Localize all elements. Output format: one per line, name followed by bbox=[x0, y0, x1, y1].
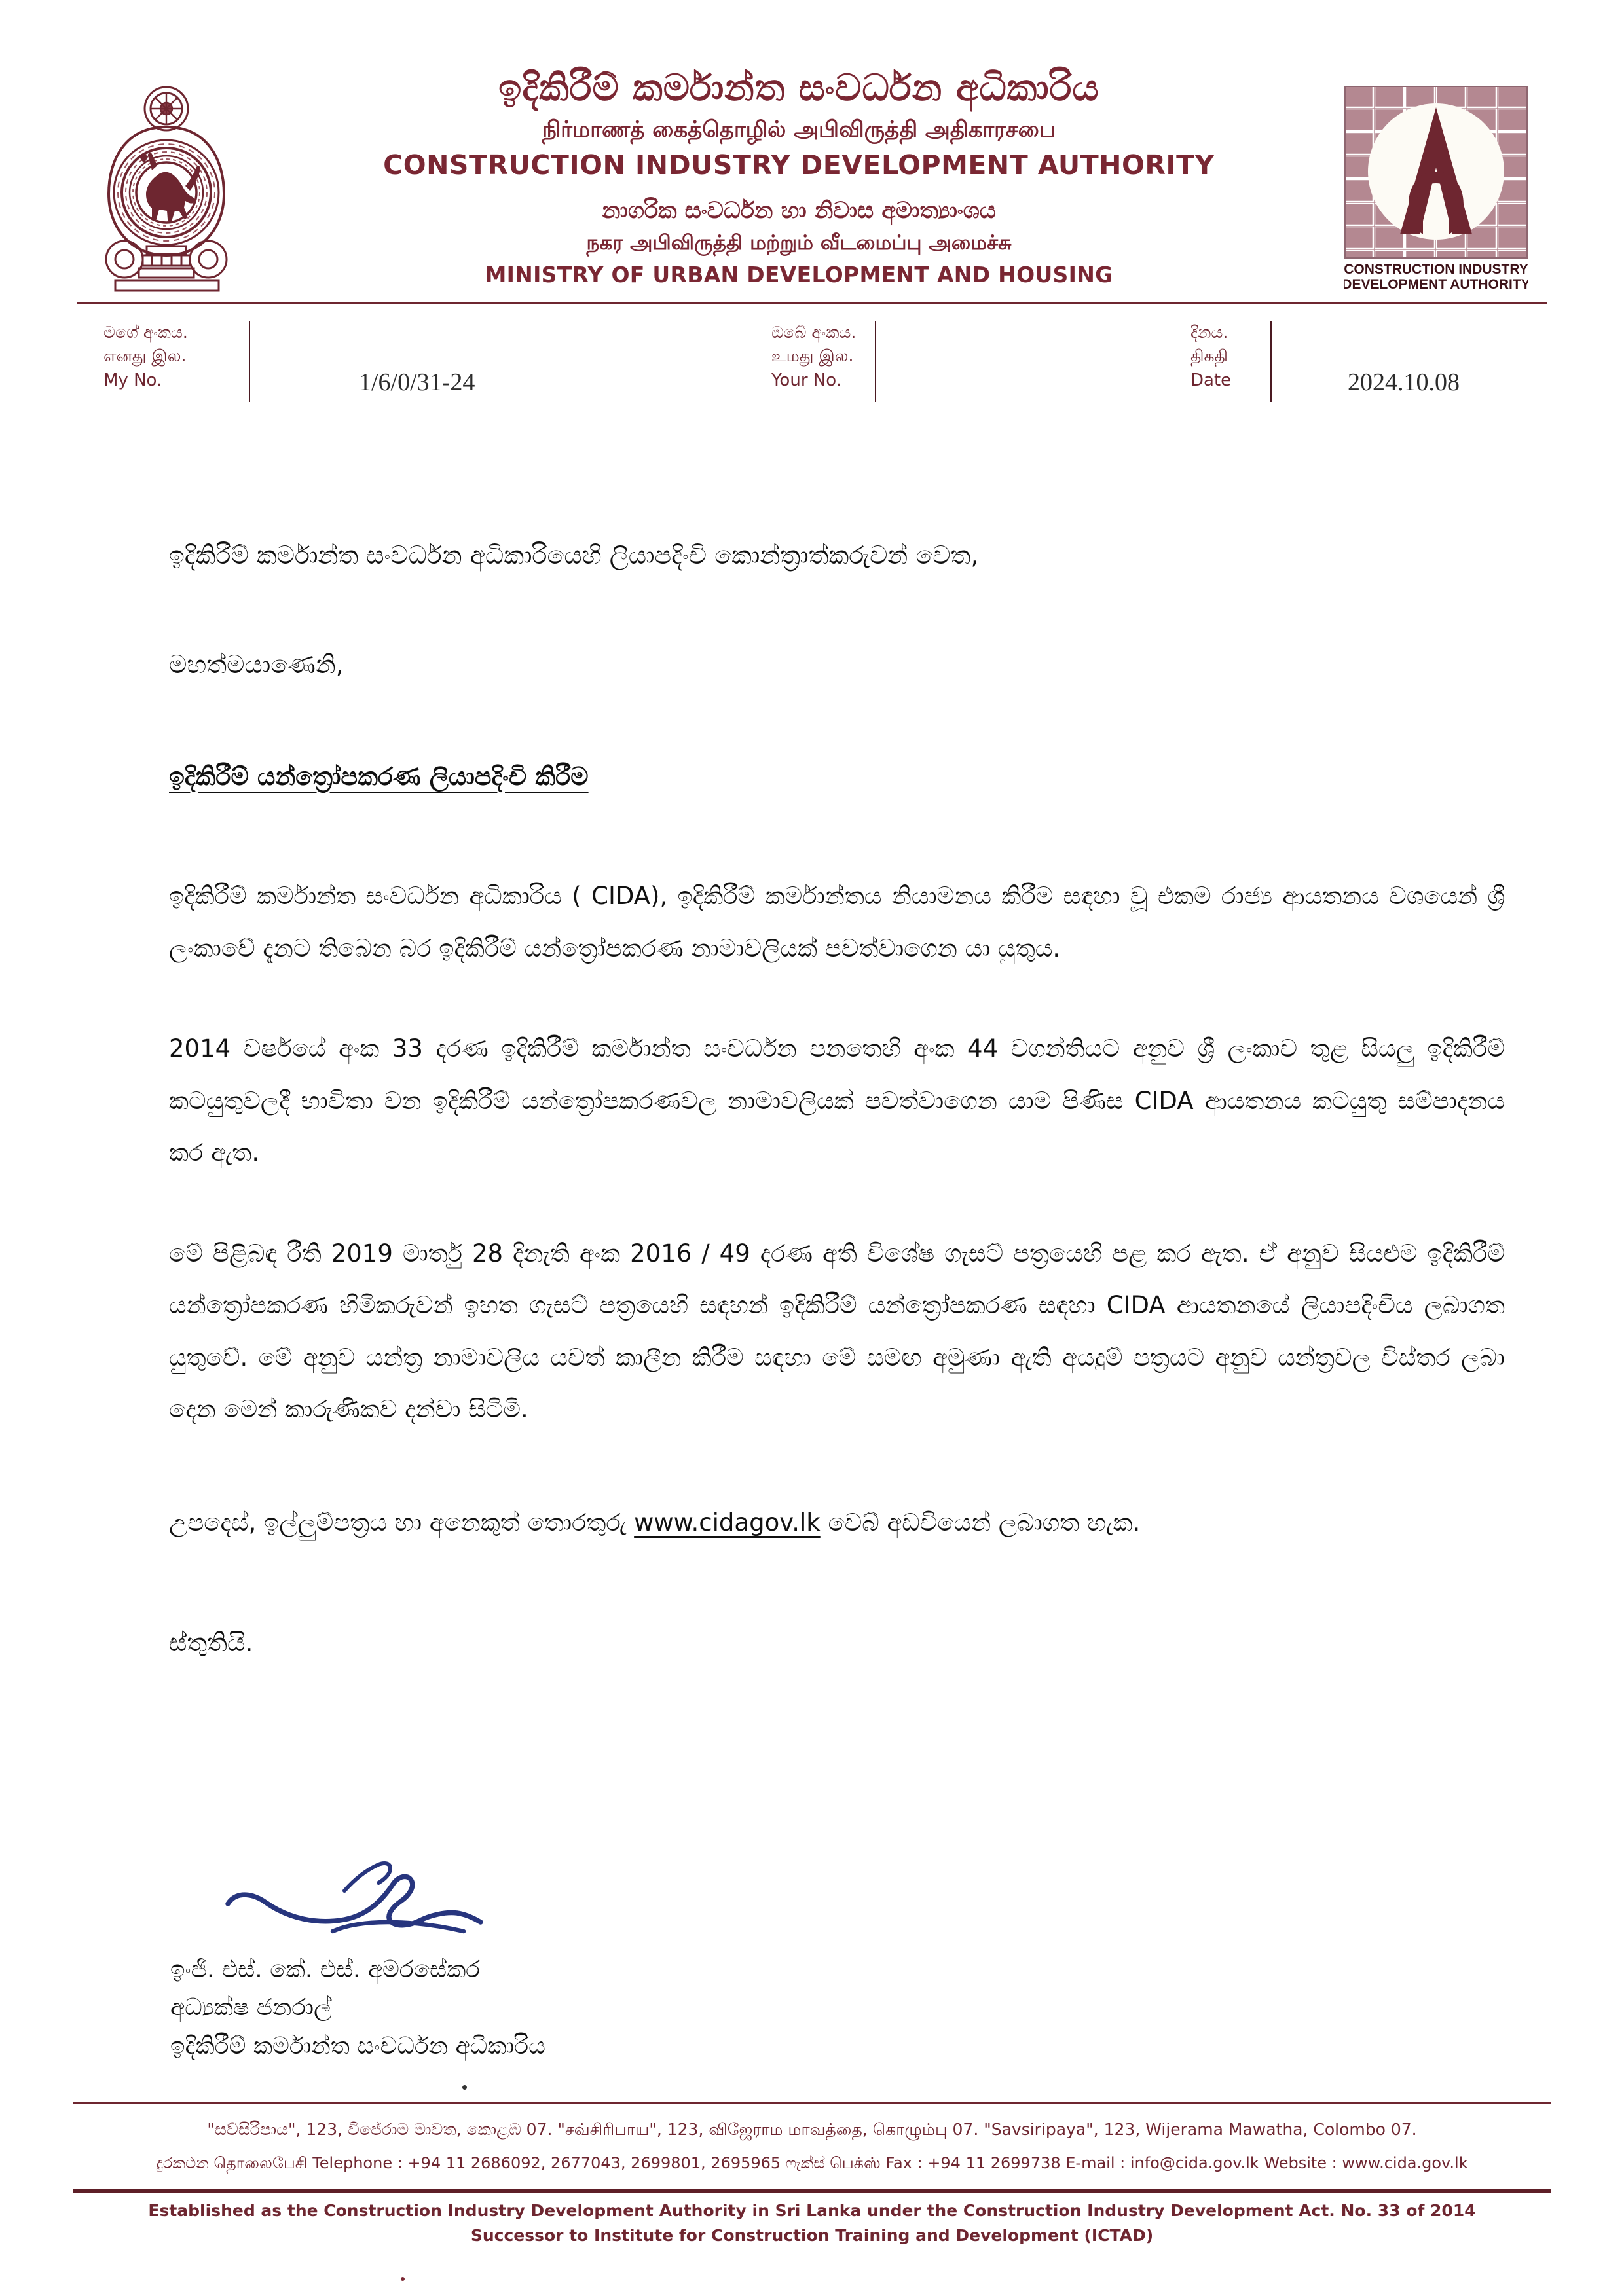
date-label-english: Date bbox=[1190, 370, 1232, 390]
date-divider bbox=[1270, 321, 1272, 402]
signatory-details bbox=[170, 1951, 545, 2066]
body-paragraph-3: මේ පිළිබඳ රීති 2019 මාර්තු 28 දිනැති අංක 2016 / 49 දරණ අති විශේෂ ගැසට් පත්‍රයෙහි පළ කර ඇත. ඒ අනුව සියළුම ඉදිකිරීම් යන්ත්‍රෝපකරණ හිමිකරුවන් ඉහත ගැසට් පත්‍රයෙහි සඳහන් ඉදිකිරීම් යන්ත්‍රෝපකරණ සඳහා CIDA ආයතනයේ ලියාපදිංචිය ලබාගත යුතුවේ. මේ අනුව යන්ත්‍ර නාමාවලිය යවත් කාලීන කිරීම සඳහා මේ සමඟ අමුණා ඇති අයදුම් පත්‍රයට අනුව යන්ත්‍රවල විස්තර ලබා දෙන මෙන් කාරුණිකව දන්වා සිටිමි. bbox=[169, 1239, 1505, 1424]
cida-logo-icon bbox=[1344, 85, 1528, 293]
handwritten-signature bbox=[221, 1827, 627, 1951]
date-label-tamil: திகதி bbox=[1190, 346, 1228, 366]
reference-row bbox=[77, 321, 1547, 419]
body-paragraph-2: 2014 වර්ෂයේ අංක 33 දරණ ඉදිකිරීම් කර්මාන්ත සංවර්ධන පනතෙහි අංක 44 වගන්තියට අනුව ශ්‍රී ලංකාව තුළ සියලු ඉදිකිරීම් කටයුතුවලදී භාවිතා වන ඉදිකිරීම් යන්ත්‍රෝපකරණවල නාමාවලියක් පවත්වාගෙන යාම පිණිස CIDA ආයතනය කටයුතු සම්පාදනය කර ඇත. bbox=[169, 1034, 1505, 1167]
addressee-line: ඉදිකිරීම් කර්මාන්ත සංවර්ධන අධිකාරියෙහි ලියාපදිංචි කොන්ත්‍රාත්කරුවන් වෙත, bbox=[169, 541, 979, 570]
body-paragraph-1: ඉදිකිරීම් කර්මාන්ත සංවර්ධන අධිකාරිය ( CIDA), ඉදිකිරීම් කර්මාන්තය නියාමනය කිරීම සඳහා වූ එකම රාජ්‍ය ආයතනය වශයෙන් ශ්‍රී ලංකාවේ දැනට තිබෙන බර ඉදිකිරීම් යන්ත්‍රෝපකරණ නාමාවලියක් පවත්වාගෙන යා යුතුය. bbox=[169, 882, 1505, 962]
ministry-name-english: MINISTRY OF URBAN DEVELOPMENT AND HOUSING bbox=[485, 261, 1113, 287]
your-no-label-english: Your No. bbox=[771, 370, 841, 390]
footer-stray-mark bbox=[401, 2277, 405, 2281]
letterhead bbox=[0, 0, 1624, 308]
signatory-designation: අධ්‍යක්ෂ ජනරාල් bbox=[170, 1994, 332, 2022]
org-name-english: CONSTRUCTION INDUSTRY DEVELOPMENT AUTHORITY bbox=[383, 149, 1215, 181]
org-name-tamil: நிர்மாணத் கைத்தொழில் அபிவிருத்தி அதிகாரசபை bbox=[542, 117, 1056, 143]
footer-established-note: Established as the Construction Industry Development Authority in Sri Lanka under the Construction Industry Development Act. No. 33 of 2014 bbox=[148, 2201, 1476, 2220]
stray-mark bbox=[462, 2085, 467, 2090]
my-no-label-group bbox=[103, 321, 188, 393]
website-reference-line bbox=[169, 1499, 1505, 1547]
your-no-label-tamil: உமது இல. bbox=[771, 346, 854, 366]
closing-thanks: ස්තුතියි. bbox=[169, 1628, 253, 1657]
footer-successor-note: Successor to Institute for Construction Training and Development (ICTAD) bbox=[470, 2226, 1154, 2245]
footer-divider-top bbox=[73, 2102, 1551, 2104]
cida-logo-caption-line2: DEVELOPMENT AUTHORITY bbox=[1344, 277, 1528, 292]
footer-contact: දුරකථන தொலைபேசி Telephone : +94 11 2686092, 2677043, 2699801, 2695965 ෆැක්ස් பெக்ஸ் Fax : +94 11 2699738 E-mail : info@cida.gov.lk Website : www.cida.gov.lk bbox=[156, 2154, 1468, 2172]
letterhead-titles bbox=[262, 65, 1336, 287]
cida-website-link[interactable]: www.cidagov.lk bbox=[634, 1508, 821, 1537]
header-divider bbox=[77, 302, 1547, 304]
website-line-suffix: වෙබ් අඩවියෙන් ලබාගත හැක. bbox=[820, 1508, 1141, 1537]
signatory-name: ඉංජි. එස්. කේ. එස්. අමරසේකර bbox=[170, 1956, 481, 1983]
signatory-organization: ඉදිකිරීම් කර්මාන්ත සංවර්ධන අධිකාරිය bbox=[170, 2032, 545, 2060]
my-no-value: 1/6/0/31-24 bbox=[359, 369, 475, 396]
ministry-name-sinhala: නාගරික සංවර්ධන හා නිවාස අමාත්‍යාංශය bbox=[602, 197, 996, 224]
footer-address: "සව්සිරිපාය", 123, විජේරාම මාවත, කොළඹ 07. "சவ்சிரிபாய", 123, விஜேராம மாவத்தை, கொழும்பு 07. "Savsiripaya", 123, Wijerama Mawatha, Colombo 07. bbox=[207, 2120, 1417, 2139]
your-no-label-group bbox=[771, 321, 856, 393]
footer-divider-bottom bbox=[73, 2189, 1551, 2193]
my-no-label-english: My No. bbox=[103, 370, 162, 390]
date-label-sinhala: දිනය. bbox=[1190, 323, 1228, 342]
my-no-label-tamil: எனது இல. bbox=[103, 346, 187, 366]
my-no-divider bbox=[249, 321, 250, 402]
org-name-sinhala: ඉදිකිරීම් කර්මාන්ත සංවර්ධන අධිකාරිය bbox=[498, 67, 1099, 109]
letter-body bbox=[169, 537, 1505, 1662]
ministry-name-tamil: நகர அபிவிருத்தி மற்றும் வீடமைப்பு அமைச்சு bbox=[586, 231, 1012, 255]
sri-lanka-emblem-icon bbox=[100, 84, 234, 293]
salutation-line: මහත්මයාණෙනි, bbox=[169, 650, 344, 679]
your-no-divider bbox=[875, 321, 876, 402]
date-value: 2024.10.08 bbox=[1348, 369, 1460, 396]
website-line-prefix: උපදෙස්, ඉල්ලුම්පත්‍රය හා අනෙකුත් තොරතුරු bbox=[169, 1508, 635, 1537]
signature-block bbox=[169, 1813, 1086, 2088]
my-no-label-sinhala: මගේ අංකය. bbox=[103, 323, 188, 342]
date-label-group bbox=[1190, 321, 1231, 393]
subject-heading: ඉදිකිරීම් යන්ත්‍රෝපකරණ ලියාපදිංචි කිරීම bbox=[169, 762, 589, 791]
your-no-label-sinhala: ඔබේ අංකය. bbox=[771, 323, 857, 342]
cida-logo-caption-line1: CONSTRUCTION INDUSTRY bbox=[1344, 262, 1528, 277]
